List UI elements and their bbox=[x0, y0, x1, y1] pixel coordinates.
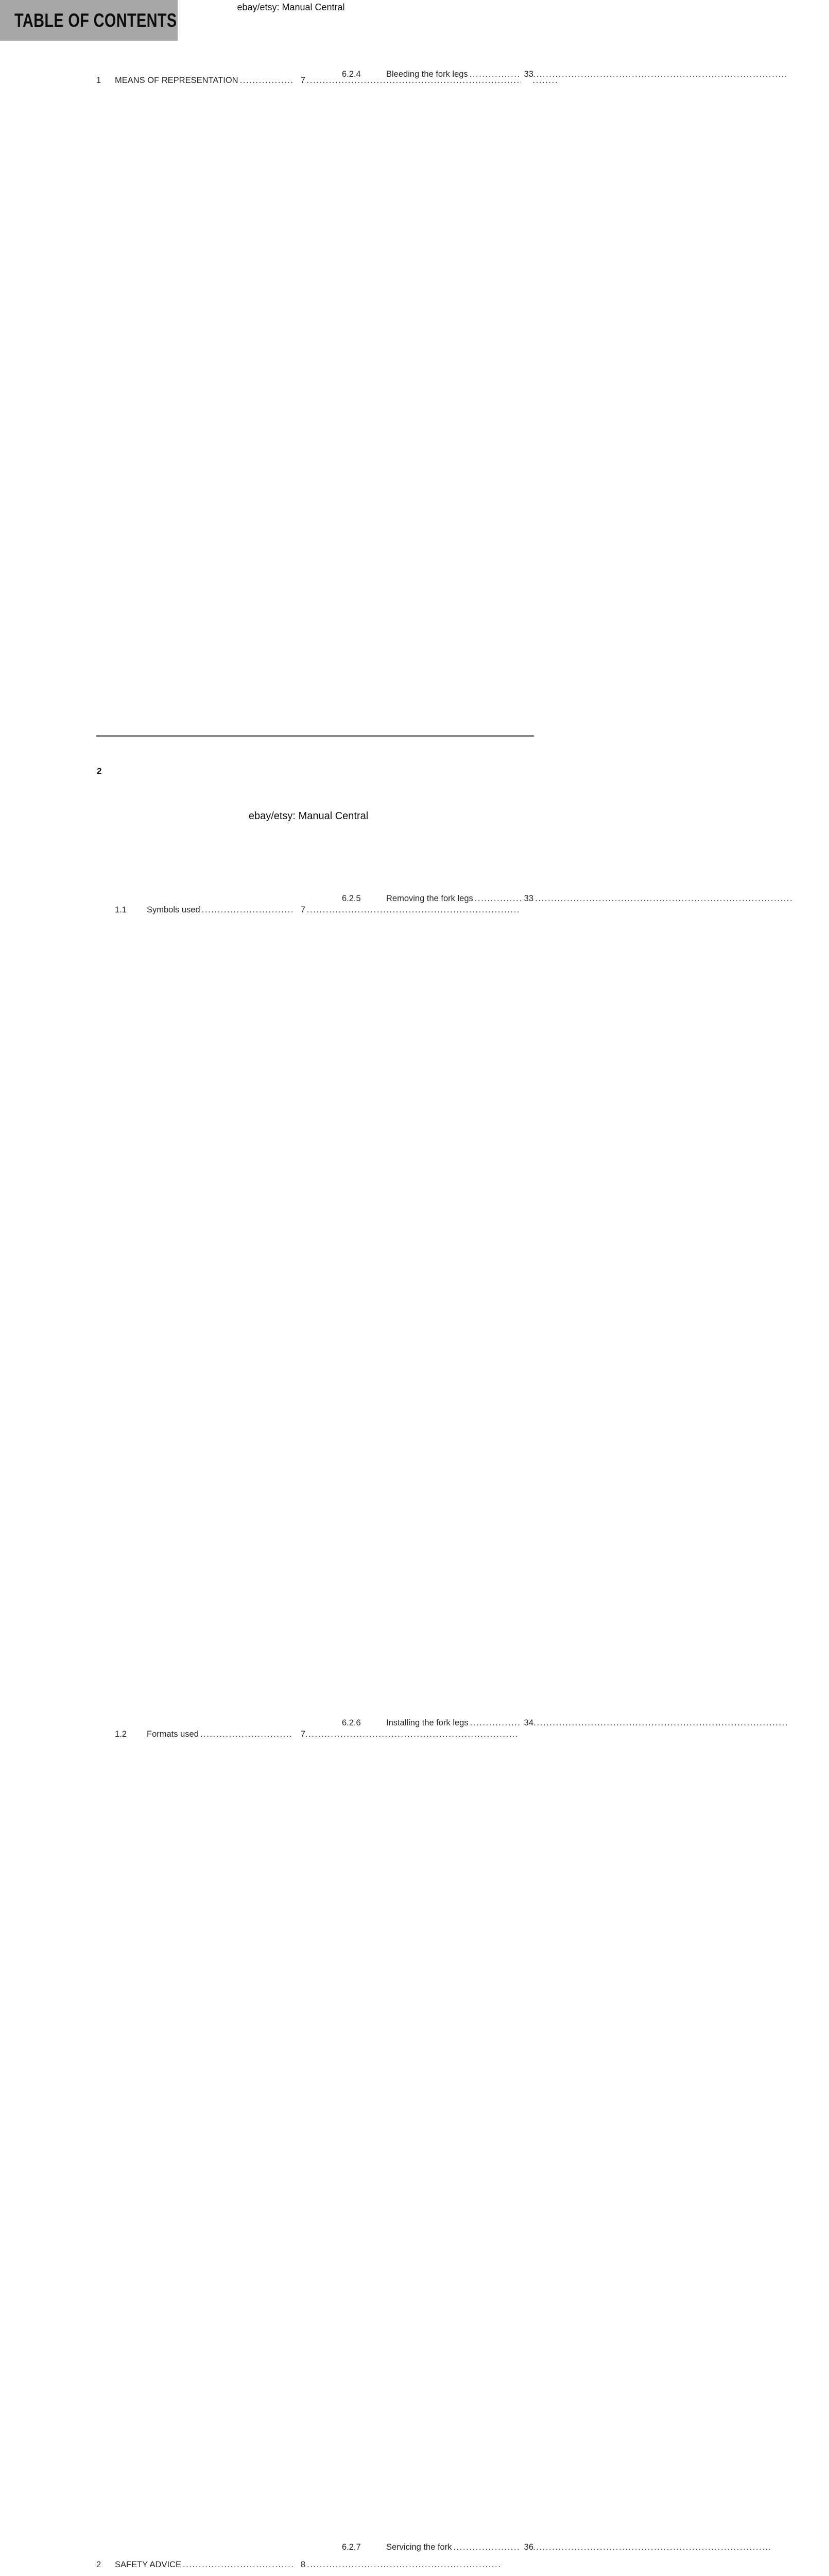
toc-entry-body bbox=[147, 904, 305, 1728]
toc-entry-lastline bbox=[147, 904, 305, 1728]
toc-entry bbox=[96, 2559, 305, 2576]
toc-column-left bbox=[96, 69, 305, 2576]
toc-entry-title: Installing the fork legs bbox=[386, 1718, 469, 1727]
toc-entry-number: 6.2.5 bbox=[342, 894, 361, 903]
toc-entry-page: 34 bbox=[521, 1717, 533, 2541]
toc-entry-body bbox=[386, 893, 533, 1717]
page-title-box bbox=[0, 0, 178, 41]
toc-entry-lastline bbox=[386, 69, 533, 893]
toc-entry bbox=[323, 2541, 533, 2576]
toc-entry-title: MEANS OF REPRESENTATION bbox=[115, 76, 238, 85]
toc-entry-title: Servicing the fork bbox=[386, 2543, 452, 2552]
toc-entry-lastline bbox=[115, 75, 305, 899]
toc-entry-title: Formats used bbox=[147, 1730, 199, 1739]
toc-entry-number: 6.2.4 bbox=[342, 70, 361, 79]
toc-entry-title: Symbols used bbox=[147, 905, 200, 914]
toc-entry bbox=[96, 1728, 305, 2553]
toc-entry-body bbox=[386, 69, 533, 893]
toc-entry-lastline bbox=[115, 2559, 305, 2576]
toc-entry bbox=[323, 893, 533, 1717]
toc-entry-body bbox=[147, 1728, 305, 2553]
leader-dots bbox=[470, 1717, 519, 1728]
toc-entry-body bbox=[386, 2541, 533, 2576]
toc-entry-page: 33 bbox=[521, 893, 533, 1717]
footer-site-label: ebay/etsy: Manual Central bbox=[248, 810, 369, 822]
toc-entry-number: 1.1 bbox=[115, 905, 127, 914]
toc-entry-body bbox=[386, 1717, 533, 2541]
toc-entry bbox=[323, 69, 533, 893]
toc-entry-lastline bbox=[386, 2541, 533, 2576]
toc-entry-page: 36 bbox=[521, 2541, 533, 2576]
toc-entry bbox=[96, 904, 305, 1728]
page-title: TABLE OF CONTENTS bbox=[14, 10, 177, 31]
toc-entry-page: 8 bbox=[293, 2559, 305, 2576]
toc-entry-title: SAFETY ADVICE bbox=[115, 2560, 181, 2569]
leader-dots bbox=[183, 2559, 291, 2570]
toc-entry-page: 7 bbox=[293, 904, 305, 1728]
toc-entry-lastline bbox=[386, 893, 533, 1717]
toc-entry-title: Removing the fork legs bbox=[386, 894, 473, 903]
toc-entry-number: 6.2.6 bbox=[342, 1718, 361, 1727]
footer-divider bbox=[96, 735, 534, 737]
toc-entry-number: 1.2 bbox=[115, 1730, 127, 1739]
footer-page-number: 2 bbox=[97, 766, 102, 776]
toc-entry-number: 1 bbox=[96, 76, 101, 85]
toc-entry-title: Bleeding the fork legs bbox=[386, 70, 468, 79]
leader-dots bbox=[475, 893, 519, 904]
toc-entry-page: 7 bbox=[293, 75, 305, 899]
toc-entry-number: 2 bbox=[96, 2560, 101, 2569]
leader-dots bbox=[240, 75, 291, 86]
toc-entry-number: 6.2.7 bbox=[342, 2543, 361, 2552]
toc-entry-page: 33 bbox=[521, 69, 533, 893]
toc-column-right bbox=[323, 69, 533, 2576]
toc-entry-lastline bbox=[386, 1717, 533, 2541]
leader-dots bbox=[200, 1728, 291, 1740]
leader-dots bbox=[202, 904, 291, 916]
header-site-label: ebay/etsy: Manual Central bbox=[237, 2, 345, 12]
toc-entry bbox=[323, 1717, 533, 2541]
leader-dots bbox=[470, 69, 519, 80]
toc-entry bbox=[96, 75, 305, 899]
toc-entry-body bbox=[115, 2559, 305, 2576]
leader-dots bbox=[453, 2541, 519, 2553]
toc-entry-page: 7 bbox=[293, 1728, 305, 2553]
toc-entry-body bbox=[115, 75, 305, 899]
toc-entry-lastline bbox=[147, 1728, 305, 2553]
